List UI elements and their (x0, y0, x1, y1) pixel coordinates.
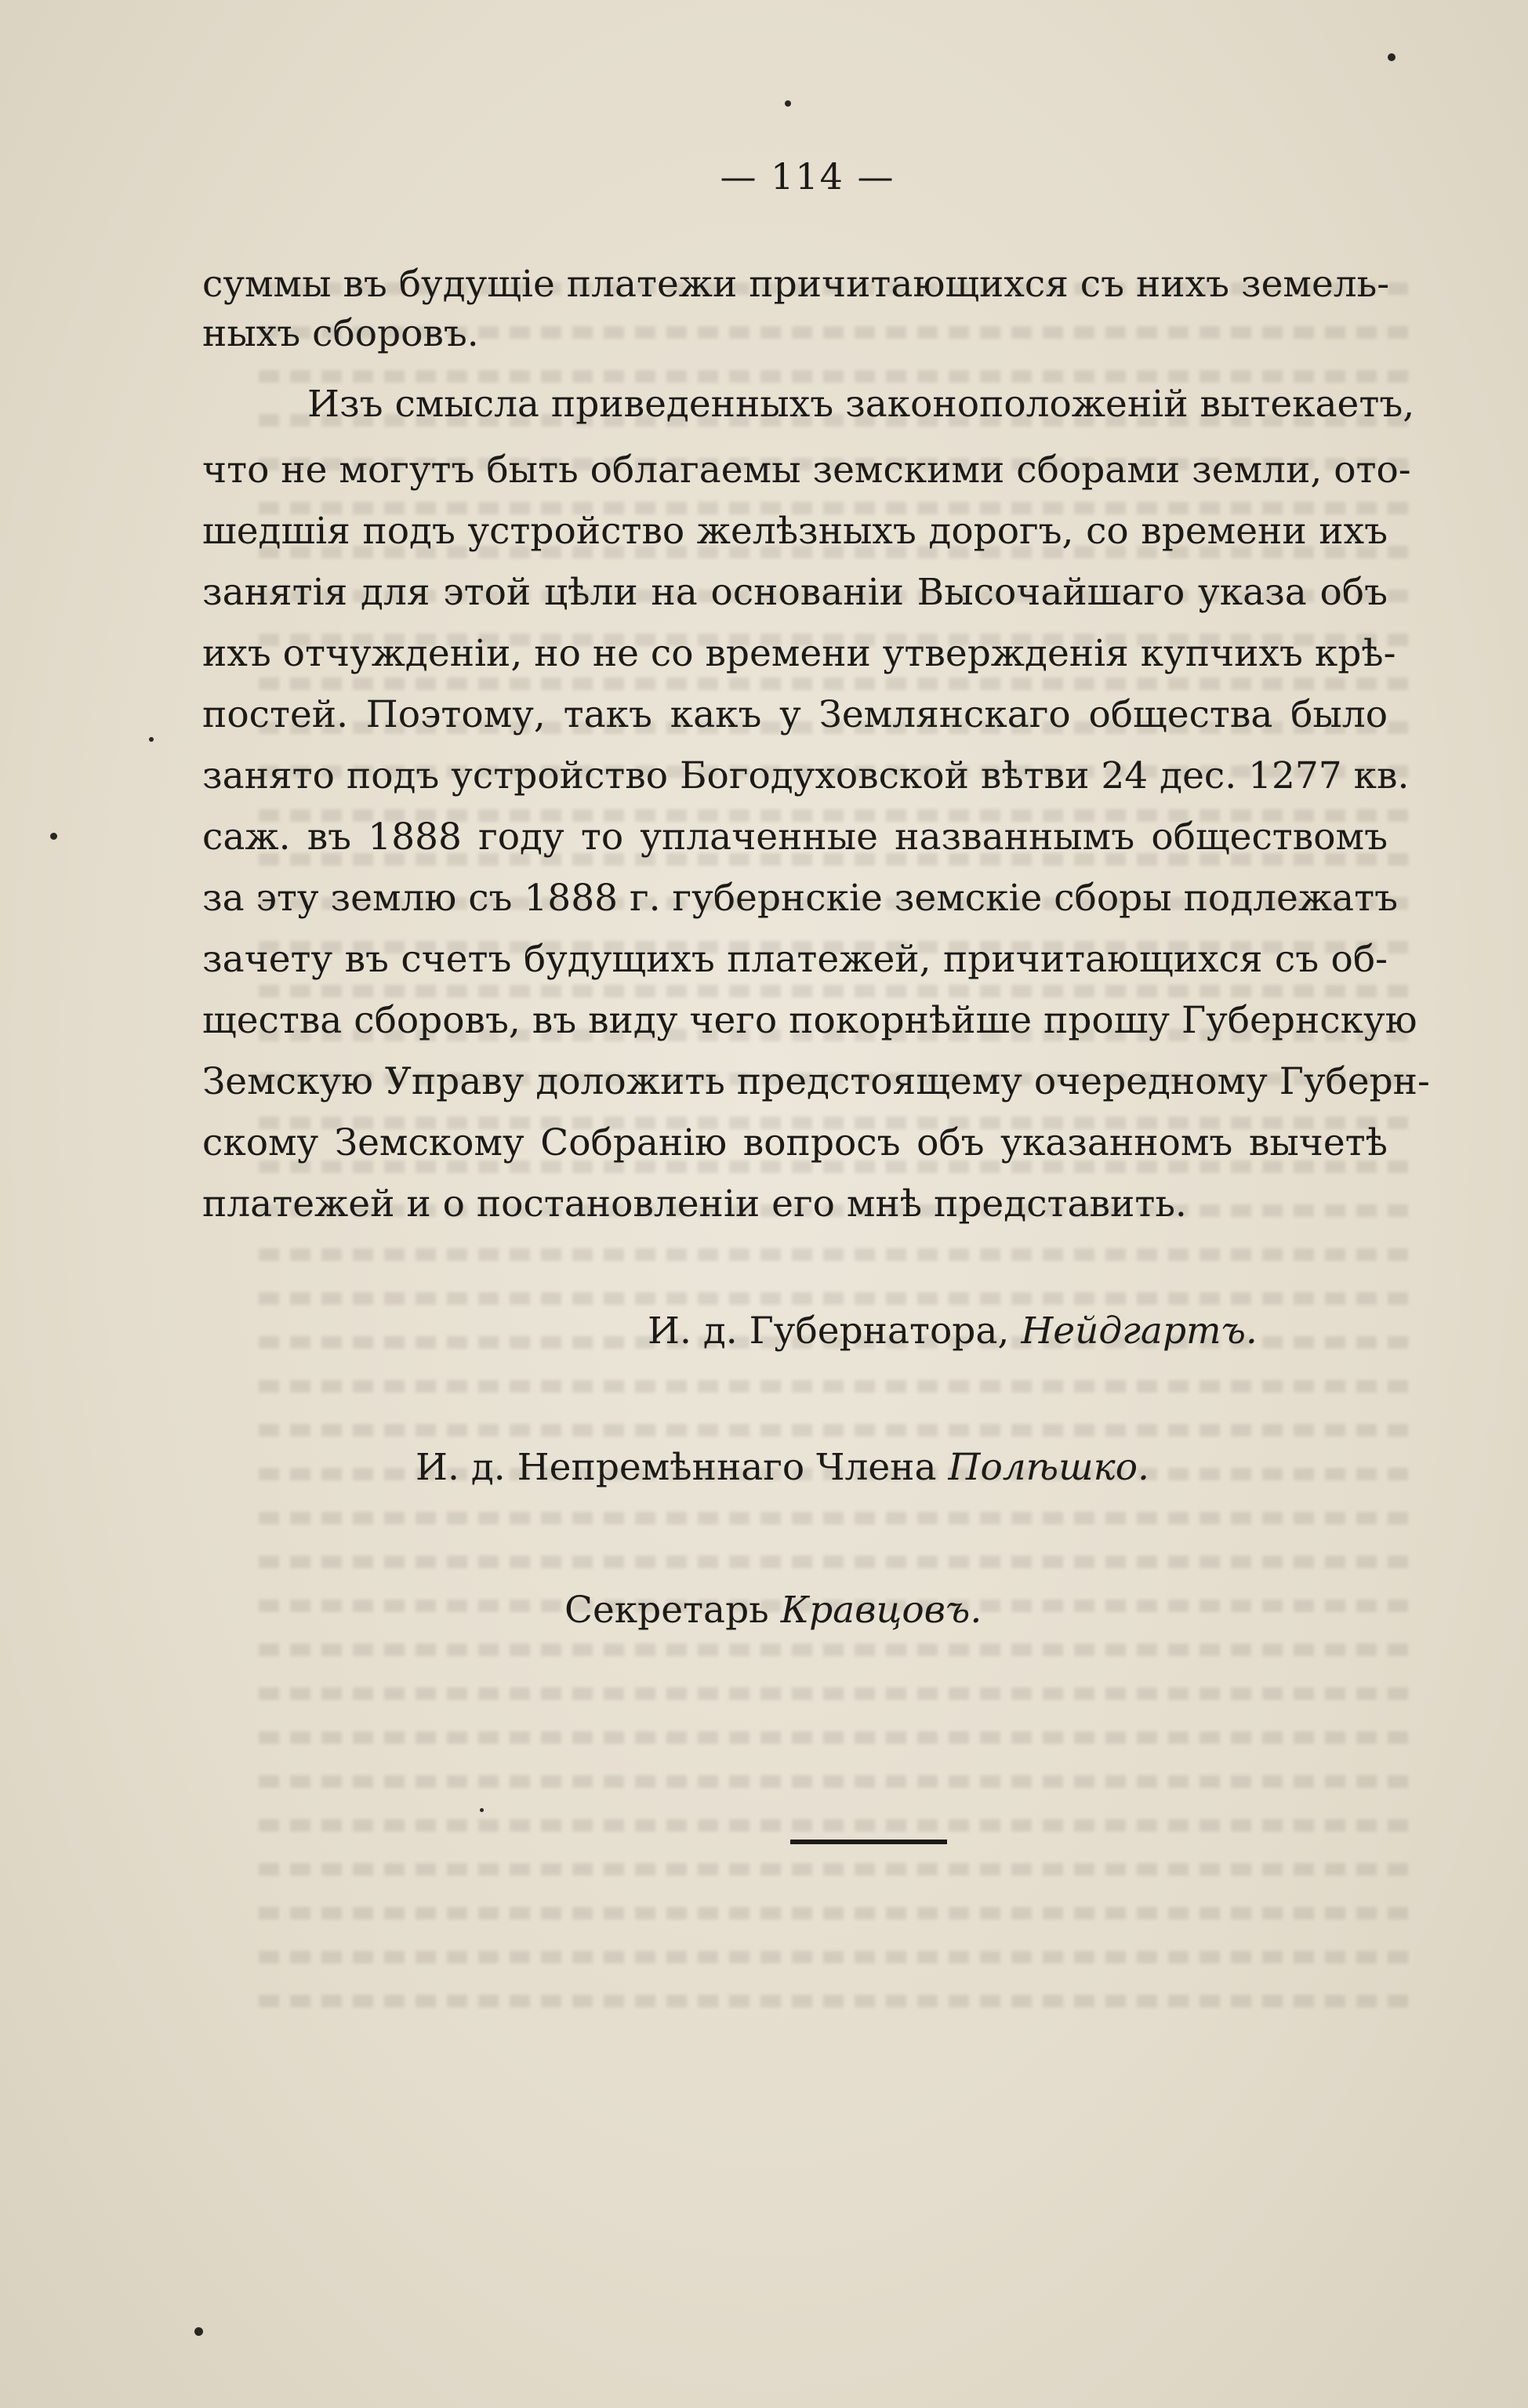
body-line: за эту землю съ 1888 г. губернскіе земскіе сборы подлежатъ (202, 877, 1398, 920)
signature-name: Нейдгартъ. (1021, 1309, 1258, 1353)
body-line: зачету въ счетъ будущихъ платежей, причитающихся съ об- (202, 938, 1388, 981)
signature-secretary (564, 1587, 982, 1634)
signature-title: Секретарь (564, 1589, 769, 1632)
signature-title: И. д. Губернатора, (648, 1309, 1010, 1353)
body-line: Изъ смысла приведенныхъ законоположеній вытекаетъ, (307, 383, 1415, 426)
body-line: ныхъ сборовъ. (202, 312, 479, 355)
body-line: постей. Поэтому, такъ какъ у Землянскаго общества было (202, 693, 1388, 736)
paper-speck (194, 2327, 203, 2336)
body-line: занято подъ устройство Богодуховской вѣтви 24 дес. 1277 кв. (202, 754, 1410, 797)
closing-rule (790, 1840, 947, 1844)
body-line: саж. въ 1888 году то уплаченные названнымъ обществомъ (202, 815, 1388, 859)
signature-name: Кравцовъ. (780, 1589, 982, 1632)
body-line: суммы въ будущіе платежи причитающихся съ нихъ земель- (202, 263, 1390, 306)
paper-speck (50, 833, 57, 840)
paper-speck (149, 737, 154, 742)
signature-permanent-member (416, 1444, 1149, 1491)
body-line: платежей и о постановленіи его мнѣ представить. (202, 1182, 1187, 1226)
body-line: Земскую Управу доложить предстоящему очередному Губерн- (202, 1060, 1430, 1103)
body-line: скому Земскому Собранію вопросъ объ указанномъ вычетѣ (202, 1121, 1388, 1164)
body-line: щества сборовъ, въ виду чего покорнѣйше прошу Губернскую (202, 999, 1417, 1042)
paper-speck (785, 100, 791, 107)
paper-speck (1388, 53, 1396, 61)
page-number: — 114 — (720, 155, 895, 198)
body-line: шедшія подъ устройство желѣзныхъ дорогъ, со времени ихъ (202, 510, 1388, 553)
signature-title: И. д. Непремѣннаго Члена (416, 1446, 937, 1489)
body-line: что не могутъ быть облагаемы земскими сборами земли, ото- (202, 449, 1411, 492)
signature-governor (648, 1308, 1258, 1355)
paper-speck (480, 1808, 484, 1812)
body-line: ихъ отчужденіи, но не со времени утвержденія купчихъ крѣ- (202, 632, 1396, 675)
signature-name: Полѣшко. (948, 1446, 1149, 1489)
body-line: занятія для этой цѣли на основаніи Высочайшаго указа объ (202, 571, 1388, 614)
